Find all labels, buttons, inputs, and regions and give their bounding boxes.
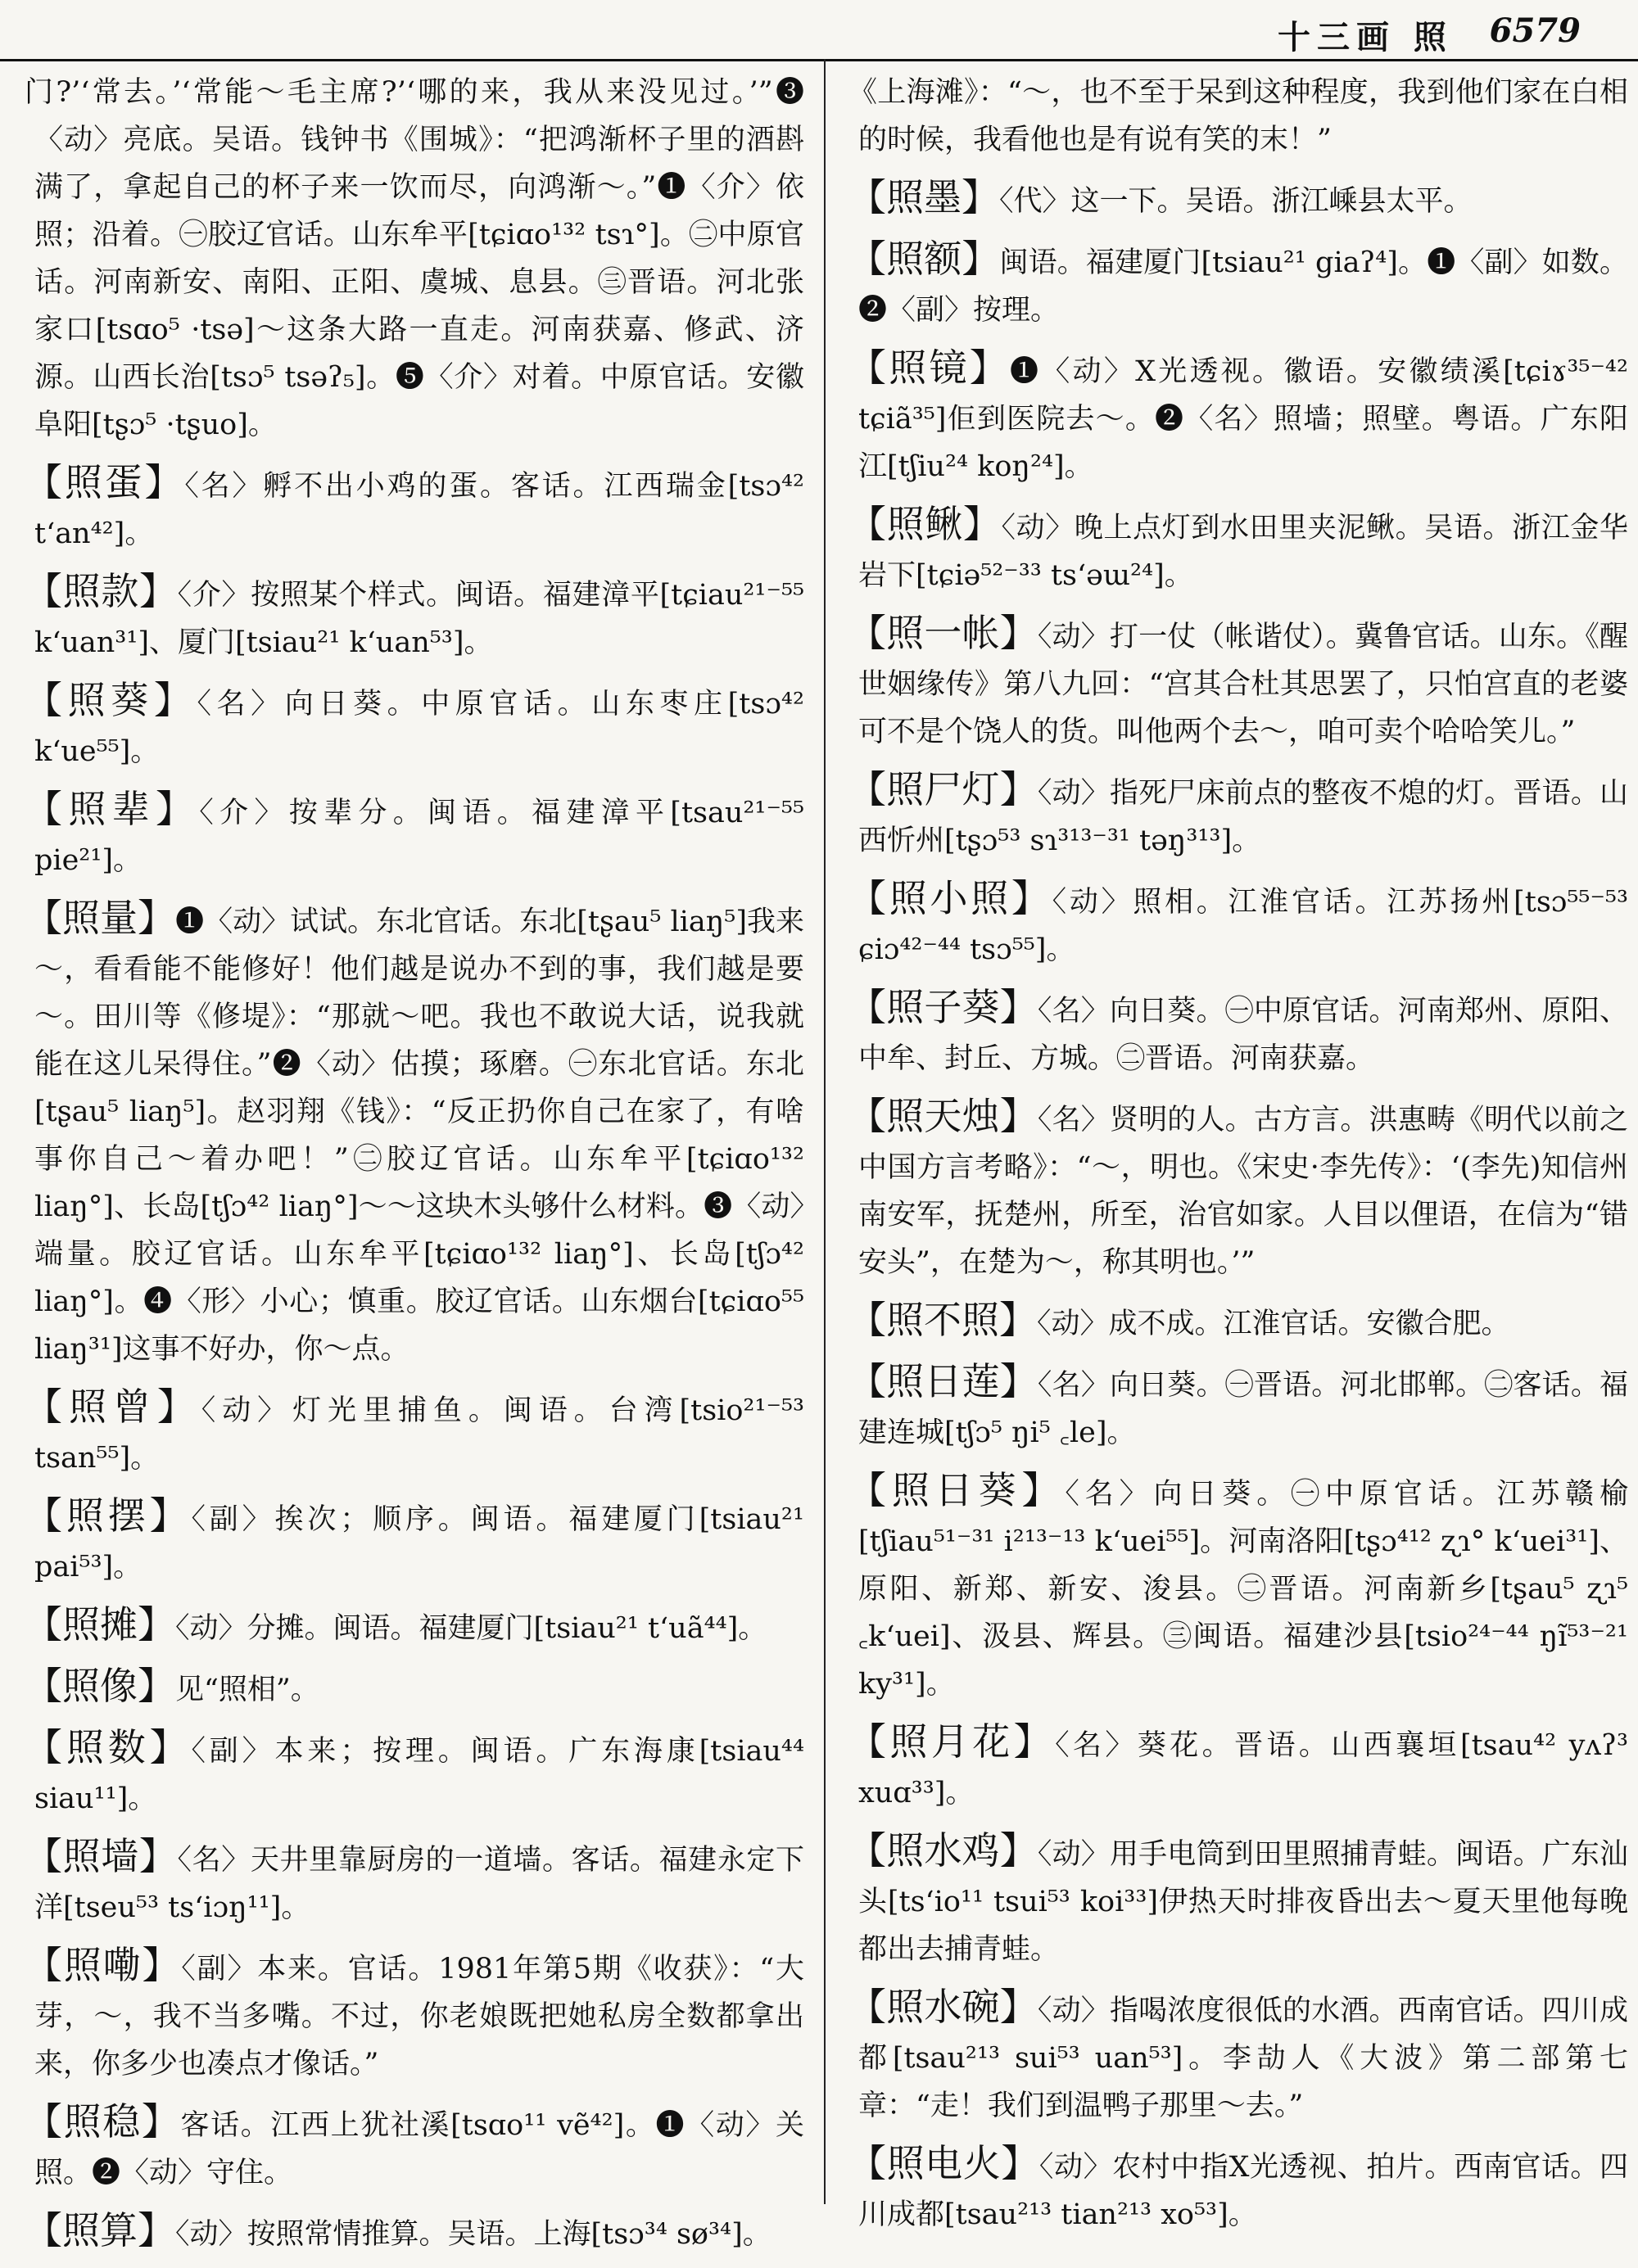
dictionary-entry [848, 1296, 1628, 1348]
entry-headword: 【照摊】 [25, 1602, 175, 1647]
entry-headword: 【照款】 [25, 569, 178, 613]
dictionary-entry [25, 2098, 804, 2197]
entry-definition: 〈名〉天井里靠厨房的一道墙。客话。福建永定下洋[tseu⁵³ ts‘iɔŋ¹¹]。 [34, 1844, 804, 1924]
entry-definition: 门?’‘常去。’‘常能～毛主席?’‘哪的来，我从来没见过。’”❸〈动〉亮底。吴语。钱钟书《围城》：“把鸿渐杯子里的酒斟满了，拿起自己的杯子来一饮而尽，向鸿渐～。”❶〈介〉依照；沿着。㊀胶辽官话。山东牟平[tɕiɑo¹³² tsɿ°]。㊁中原官话。河南新安、南阳、正阳、虞城、息县。㊂晋语。河北张家口[tsɑo⁵ ·tsə]～这条大路一直走。河南获嘉、修武、济源。山西长治[tsɔ⁵ tsəʔ₅]。❺〈介〉对着。中原官话。安徽阜阳[tʂɔ⁵ ·tʂuo]。 [25, 76, 804, 441]
entry-definition: 〈代〉这一下。吴语。浙江嵊县太平。 [999, 185, 1473, 218]
dictionary-entry [25, 1832, 804, 1931]
dictionary-entry [25, 894, 804, 1373]
dictionary-entry [25, 567, 804, 666]
dictionary-entry [848, 174, 1628, 225]
dictionary-entry [25, 1601, 804, 1652]
entry-definition: 闽语。福建厦门[tsiau²¹ giaʔ⁴]。❶〈副〉如数。❷〈副〉按理。 [858, 246, 1629, 327]
entry-headword: 【照墙】 [25, 1834, 178, 1878]
page-number: 6579 [1489, 11, 1581, 50]
dictionary-entry [848, 983, 1628, 1082]
dictionary-entry [848, 1827, 1628, 1973]
entry-headword: 【照嘞】 [25, 1943, 182, 1987]
entry-headword: 【照水鸡】 [848, 1828, 1038, 1873]
running-title: 十三画 照 [1278, 18, 1453, 56]
dictionary-entry [25, 2207, 804, 2258]
dictionary-entry [848, 1718, 1628, 1817]
entry-definition: 客话。江西上犹社溪[tsɑo¹¹ vẽ⁴²]。❶〈动〉关照。❷〈动〉守住。 [34, 2109, 804, 2189]
dictionary-entry [848, 1092, 1628, 1286]
entry-definition: 〈动〉指喝浓度很低的水酒。西南官话。四川成都[tsau²¹³ sui⁵³ uan⁵³]。李劼人《大波》第二部第七章：“走！我们到温鸭子那里～去。” [858, 1995, 1628, 2122]
entry-definition: 《上海滩》：“～，也不至于呆到这种程度，我到他们家在白相的时候，我看他也是有说有笑的末！” [848, 76, 1628, 156]
entry-definition: 见“照相”。 [175, 1674, 319, 1706]
entry-definition: ❶〈动〉试试。东北官话。东北[tʂau⁵ liaŋ⁵]我来～，看看能不能修好！他们越是说办不到的事，我们越是要～。田川等《修堤》：“那就～吧。我也不敢说大话，说我就能在这儿呆得住。”❷〈动〉估摸；琢磨。㊀东北官话。东北[tʂau⁵ liaŋ⁵]。赵羽翔《钱》：“反正扔你自己在家了，有啥事你自己～着办吧！”㊁胶辽官话。山东牟平[tɕiɑo¹³² liaŋ°]、长岛[tʃɔ⁴² liaŋ°]～～这块木头够什么材料。❸〈动〉端量。胶辽官话。山东牟平[tɕiɑo¹³² liaŋ°]、长岛[tʃɔ⁴² liaŋ°]。❹〈形〉小心；慎重。胶辽官话。山东烟台[tɕiɑo⁵⁵ liaŋ³¹]这事不好办，你～点。 [34, 906, 805, 1366]
dictionary-entry [848, 69, 1628, 164]
entry-headword: 【照不照】 [848, 1298, 1037, 1342]
page-header [0, 0, 1638, 61]
dictionary-entry [848, 609, 1628, 756]
entry-headword: 【照尸灯】 [848, 767, 1038, 811]
entry-headword: 【照镜】 [848, 346, 1011, 390]
entry-definition: 〈名〉向日葵。㊀中原官话。河南郑州、原阳、中牟、封丘、方城。㊁晋语。河南获嘉。 [858, 995, 1628, 1075]
entry-headword: 【照月花】 [848, 1719, 1056, 1764]
entry-definition: 〈动〉成不成。江淮官话。安徽合肥。 [1037, 1308, 1510, 1340]
entry-definition: 〈介〉按照某个样式。闽语。福建漳平[tɕiau²¹⁻⁵⁵ k‘uan³¹]、厦门[tsiau²¹ k‘uan⁵³]。 [34, 579, 805, 659]
dictionary-entry [25, 459, 804, 558]
entry-definition: 〈副〉本来。官话。1981年第5期《收获》：“大芽，～，我不当多嘴。不过，你老娘既把她私房全数都拿出来，你多少也凑点才像话。” [34, 1953, 804, 2081]
entry-headword: 【照墨】 [848, 175, 999, 219]
right-column [848, 69, 1628, 2248]
dictionary-entry [848, 766, 1628, 865]
dictionary-entry [848, 1466, 1628, 1708]
dictionary-entry [848, 344, 1628, 490]
entry-headword: 【照额】 [848, 237, 1000, 281]
entry-definition: 〈动〉晚上点灯到水田里夹泥鳅。吴语。浙江金华岩下[tɕiə⁵²⁻³³ ts‘əɯ²⁴]。 [858, 512, 1628, 592]
entry-definition: 〈动〉灯光里捕鱼。闽语。台湾[tsio²¹⁻⁵³ tsan⁵⁵]。 [34, 1394, 805, 1475]
entry-definition: 〈动〉用手电筒到田里照捕青蛙。闽语。广东汕头[ts‘io¹¹ tsui⁵³ koi³³]伊热天时排夜昏出去～夏天里他每晚都出去捕青蛙。 [858, 1838, 1628, 1966]
entry-headword: 【照天烛】 [848, 1094, 1038, 1138]
entry-definition: 〈名〉葵花。晋语。山西襄垣[tsau⁴² yʌʔ³ xuɑ³³]。 [858, 1729, 1628, 1809]
entry-headword: 【照算】 [25, 2208, 175, 2252]
dictionary-entry [848, 2139, 1628, 2239]
entry-headword: 【照日莲】 [848, 1359, 1038, 1403]
entry-headword: 【照葵】 [25, 678, 197, 722]
entry-definition: 〈动〉打一仗（帐谐仗）。冀鲁官话。山东。《醒世姻缘传》第八九回：“宫其合杜其思罢了，只怕宫直的老婆可不是个饶人的货。叫他两个去～，咱可卖个哈哈笑儿。” [858, 621, 1628, 748]
dictionary-entry [848, 1358, 1628, 1457]
entry-definition: ❶〈动〉X光透视。徽语。安徽绩溪[tɕiɤ³⁵⁻⁴² tɕiã³⁵]佢到医院去～。❷〈名〉照墙；照壁。粤语。广东阳江[tʃiu²⁴ koŋ²⁴]。 [858, 355, 1628, 483]
entry-headword: 【照电火】 [848, 2141, 1039, 2185]
entry-headword: 【照一帐】 [848, 611, 1038, 655]
entry-headword: 【照蛋】 [25, 460, 185, 504]
entry-definition: 〈副〉挨次；顺序。闽语。福建厦门[tsiau²¹ pai⁵³]。 [34, 1503, 804, 1584]
dictionary-entry [848, 235, 1628, 334]
dictionary-entry [25, 69, 804, 449]
entry-headword: 【照数】 [25, 1725, 192, 1769]
entry-definition: 〈副〉本来；按理。闽语。广东海康[tsiau⁴⁴ siau¹¹]。 [34, 1735, 804, 1815]
entry-definition: 〈名〉向日葵。㊀晋语。河北邯郸。㊁客话。福建连城[tʃɔ⁵ ŋi⁵ ꜀le]。 [858, 1369, 1628, 1449]
entry-definition: 〈动〉按照常情推算。吴语。上海[tsɔ³⁴ sø³⁴]。 [175, 2218, 771, 2251]
entry-headword: 【照摆】 [25, 1493, 192, 1538]
dictionary-entry [848, 500, 1628, 599]
entry-headword: 【照辈】 [25, 787, 200, 831]
entry-definition: 〈动〉照相。江淮官话。江苏扬州[tsɔ⁵⁵⁻⁵³ ɕiɔ⁴²⁻⁴⁴ tsɔ⁵⁵]。 [858, 886, 1628, 966]
dictionary-entry [25, 1941, 804, 2088]
entry-definition: 〈动〉指死尸床前点的整夜不熄的灯。晋语。山西忻州[tʂɔ⁵³ sɿ³¹³⁻³¹ təŋ³¹³]。 [858, 777, 1628, 857]
dictionary-entry [25, 785, 804, 884]
dictionary-entry [25, 1724, 804, 1823]
entry-headword: 【照曾】 [25, 1385, 201, 1429]
dictionary-entry [848, 874, 1628, 974]
left-column [25, 69, 804, 2268]
entry-headword: 【照像】 [25, 1664, 175, 1708]
entry-definition: 〈名〉向日葵。中原官话。山东枣庄[tsɔ⁴² k‘ue⁵⁵]。 [34, 688, 804, 768]
entry-definition: 〈名〉贤明的人。古方言。洪惠畴《明代以前之中国方言考略》：“～，明也。《宋史·李先传》：‘(李先)知信州南安军，抚楚州，所至，治官如家。人目以俚语，在信为“错安头”，在楚为～，称其明也。’” [858, 1104, 1628, 1279]
dictionary-entry [848, 1983, 1628, 2130]
dictionary-entry [25, 1383, 804, 1482]
entry-definition: 〈动〉分摊。闽语。福建厦门[tsiau²¹ t‘uã⁴⁴]。 [175, 1612, 767, 1645]
entry-definition: 〈介〉按辈分。闽语。福建漳平[tsau²¹⁻⁵⁵ pie²¹]。 [34, 797, 804, 877]
column-divider [824, 59, 826, 2204]
entry-headword: 【照水碗】 [848, 1985, 1038, 2029]
entry-headword: 【照小照】 [848, 876, 1052, 920]
entry-headword: 【照稳】 [25, 2099, 181, 2144]
entry-definition: 〈名〉孵不出小鸡的蛋。客话。江西瑞金[tsɔ⁴² t‘an⁴²]。 [34, 470, 805, 550]
entry-definition: 〈动〉农村中指X光透视、拍片。西南官话。四川成都[tsau²¹³ tian²¹³ xo⁵³]。 [858, 2151, 1629, 2231]
dictionary-entry [25, 676, 804, 775]
entry-headword: 【照日葵】 [848, 1468, 1066, 1512]
entry-headword: 【照量】 [25, 896, 176, 940]
entry-definition: 〈名〉向日葵。㊀中原官话。江苏赣榆[tʃiau⁵¹⁻³¹ i²¹³⁻¹³ k‘uei⁵⁵]。河南洛阳[tʂɔ⁴¹² ʐɿ° k‘uei³¹]、原阳、新郑、新安、浚县。㊁晋语。河南新乡[tʂau⁵ ʐɿ⁵ ꜀k‘uei]、汲县、辉县。㊂闽语。福建沙县[tsio²⁴⁻⁴⁴ ŋĩ⁵³⁻²¹ ky³¹]。 [858, 1478, 1628, 1701]
dictionary-entry [25, 1492, 804, 1591]
entry-headword: 【照子葵】 [848, 985, 1038, 1029]
dictionary-entry [25, 1662, 804, 1714]
entry-headword: 【照鳅】 [848, 502, 1002, 546]
